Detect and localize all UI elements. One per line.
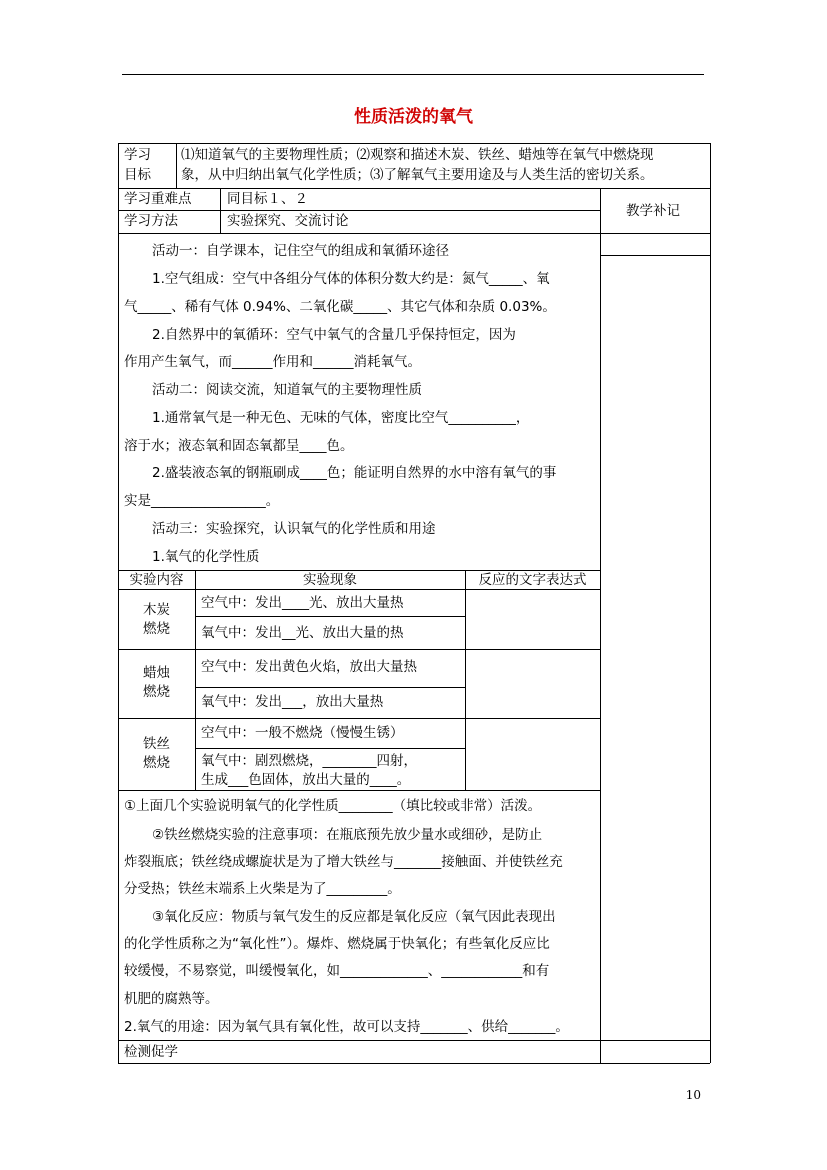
assessment-row-label: 检测促学	[124, 1044, 178, 1060]
iron-air: 空气中：一般不燃烧（慢慢生锈）	[201, 725, 404, 741]
charcoal-name-line-2: 燃烧	[143, 621, 170, 637]
key-points-label: 学习重难点	[124, 191, 192, 207]
activity-2-title: 活动二：阅读交流，知道氧气的主要物理性质	[152, 382, 422, 398]
activity-2-item-2-line-1: 2.盛装液态氧的钢瓶刷成____色；能证明自然界的水中溶有氧气的事	[152, 465, 557, 481]
iron-oxygen-line-2: 生成___色固体，放出大量的____。	[201, 772, 411, 788]
note-3-line-1: ③氧化反应：物质与氧气发生的反应都是氧化反应（氧气因此表现出	[152, 909, 556, 925]
table-header-phenomenon: 实验现象	[303, 572, 357, 588]
note-2-line-3: 分受热；铁丝末端系上火柴是为了_________。	[124, 881, 401, 897]
header-rule	[122, 74, 704, 75]
charcoal-air: 空气中：发出____光、放出大量热	[201, 595, 404, 611]
activity-1-item-1-line-2: 气_____、稀有气体 0.94%、二氧化碳_____、其它气体和杂质 0.03%。	[124, 299, 556, 315]
goal-label-line-2: 目标	[124, 167, 151, 183]
method-value: 实验探究、交流讨论	[227, 213, 349, 229]
candle-air: 空气中：发出黄色火焰，放出大量热	[201, 659, 417, 675]
activity-1-title: 活动一：自学课本，记住空气的组成和氧循环途径	[152, 243, 449, 259]
teaching-notes-label: 教学补记	[626, 203, 680, 219]
key-points-value: 同目标１、２	[227, 191, 308, 207]
iron-name-line-1: 铁丝	[143, 736, 170, 752]
note-1: ①上面几个实验说明氧气的化学性质________（填比较或非常）活泼。	[124, 798, 542, 814]
charcoal-oxygen: 氧气中：发出__光、放出大量的热	[201, 625, 404, 641]
activity-2-item-1-line-1: 1.通常氧气是一种无色、无味的气体，密度比空气__________，	[152, 410, 530, 426]
activity-1-item-1-line-1: 1.空气组成：空气中各组分气体的体积分数大约是：氮气_____、氧	[152, 271, 550, 287]
candle-name-line-1: 蜡烛	[143, 665, 170, 681]
goal-label-line-1: 学习	[124, 147, 151, 163]
oxygen-uses: 2.氧气的用途：因为氧气具有氧化性，故可以支持_______、供给_______。	[124, 1019, 569, 1035]
activity-1-item-2-line-2: 作用产生氧气，而______作用和______消耗氧气。	[124, 354, 421, 370]
table-header-content: 实验内容	[129, 572, 184, 588]
document-title: 性质活泼的氧气	[354, 107, 473, 127]
goal-text-line-1: ⑴知道氧气的主要物理性质；⑵观察和描述木炭、铁丝、蜡烛等在氧气中燃烧现	[181, 147, 654, 163]
activity-3-item-1: 1.氧气的化学性质	[152, 549, 260, 565]
note-3-line-2: 的化学性质称之为“氧化性”）。爆炸、燃烧属于快氧化；有些氧化反应比	[124, 936, 550, 952]
activity-2-item-2-line-2: 实是_________________。	[124, 493, 280, 509]
note-2-line-1: ②铁丝燃烧实验的注意事项：在瓶底预先放少量水或细砂，是防止	[152, 827, 543, 843]
note-2-line-2: 炸裂瓶底；铁丝绕成螺旋状是为了增大铁丝与_______接触面、并使铁丝充	[124, 854, 563, 870]
goal-text-line-2: 象，从中归纳出氧气化学性质；⑶了解氧气主要用途及与人类生活的密切关系。	[181, 167, 654, 183]
page-number: 10	[685, 1088, 701, 1102]
method-label: 学习方法	[124, 213, 178, 229]
iron-name-line-2: 燃烧	[143, 755, 170, 771]
activity-2-item-1-line-2: 溶于水；液态氧和固态氧都呈____色。	[124, 438, 354, 454]
table-header-equation: 反应的文字表达式	[478, 572, 587, 588]
candle-name-line-2: 燃烧	[143, 684, 170, 700]
candle-oxygen: 氧气中：发出___，放出大量热	[201, 694, 384, 710]
note-3-line-3: 较缓慢，不易察觉，叫缓慢氧化，如_____________、____________和有	[124, 963, 550, 979]
activity-3-title: 活动三：实验探究，认识氧气的化学性质和用途	[152, 521, 436, 537]
charcoal-name-line-1: 木炭	[143, 602, 170, 618]
activity-1-item-2-line-1: 2.自然界中的氧循环：空气中氧气的含量几乎保持恒定，因为	[152, 327, 516, 343]
iron-oxygen-line-1: 氧气中：剧烈燃烧，________四射，	[201, 753, 417, 769]
note-3-line-4: 机肥的腐熟等。	[124, 991, 219, 1007]
